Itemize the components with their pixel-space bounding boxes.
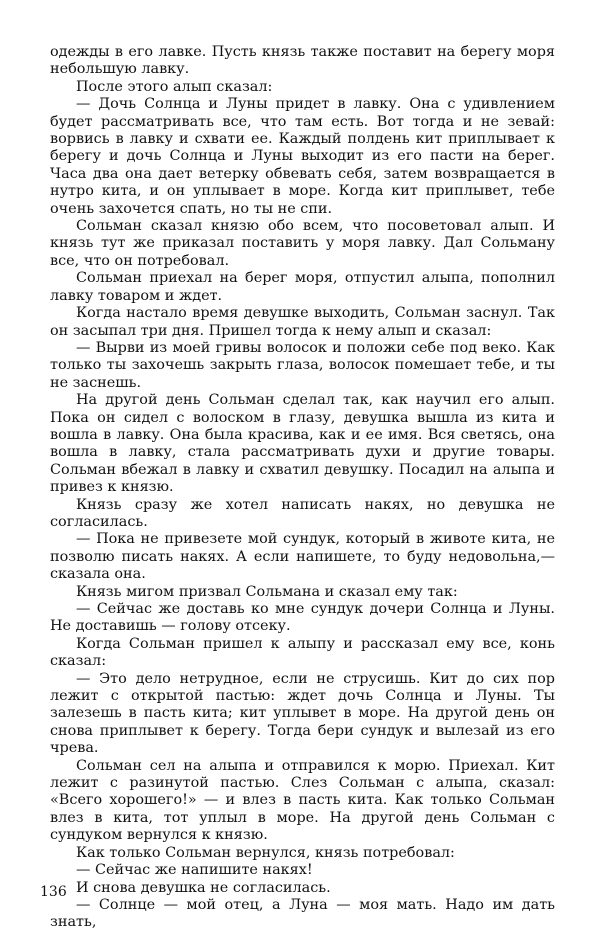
paragraph-11: Князь мигом призвал Сольмана и сказал ему так:	[76, 583, 458, 600]
paragraph-9: Князь сразу же хотел написать накях, но девушка не согласилась.	[50, 496, 555, 530]
paragraph-18: И снова девушка не согласилась.	[76, 879, 331, 896]
page-number: 136	[40, 884, 67, 900]
paragraph-1: одежды в его лавке. Пусть князь также поставит на берегу моря небольшую лавку.	[50, 44, 555, 78]
paragraph-19: — Солнце — мой отец, а Луна — моя мать. Надо им дать знать,	[50, 896, 555, 931]
paragraph-6: Когда настало время девушке выходить, Сольман заснул. Так он засыпал три дня. Пришел тогда к нему алып и сказал:	[50, 305, 555, 339]
paragraph-14: — Это дело нетрудное, если не струсишь. Кит до сих пор лежит с открытой пастью: ждет дочь Солнца и Луны. Ты залезешь в пасть кита; кит уплывет в море. На другой день он снова приплывет к берегу. Тогда бери сундук и вылезай из его чрева.	[50, 670, 555, 757]
paragraph-17: — Сейчас же напишите накях!	[76, 862, 313, 879]
paragraph-8: На другой день Сольман сделал так, как научил его алып. Пока он сидел с волоском в глазу, девушка вышла из кита и вошла в лавку. Она была красива, как и ее имя. Вся светясь, она вошла в лавку, стала рассматривать духи и другие товары. Сольман вбежал в лавку и схватил девушку. Посадил на алыпа и привез к князю.	[50, 392, 555, 496]
document-body	[50, 44, 555, 932]
paragraph-3: — Дочь Солнца и Луны придет в лавку. Она с удивлением будет рассматривать все, что там есть. Вот тогда и не зевай: ворвись в лавку и схвати ее. Каждый полдень кит приплывает к берегу и дочь Солнца и Луны выходит из его пасти на берег. Часа два она дает ветерку обвевать себя, затем возвращается в нутро кита, и он уплывает в море. Когда кит приплывет, тебе очень захочется спать, но ты не спи.	[50, 96, 555, 217]
paragraph-4: Сольман сказал князю обо всем, что посоветовал алып. И князь тут же приказал поставить у моря лавку. Дал Сольману все, что он потребовал.	[50, 218, 555, 269]
paragraph-16: Как только Сольман вернулся, князь потребовал:	[76, 844, 455, 861]
paragraph-15: Сольман сел на алыпа и отправился к морю. Приехал. Кит лежит с разинутой пастью. Слез Сольман с алыпа, сказал: «Всего хорошего!» — и влез в пасть кита. Как только Сольман влез в кита, тот уплыл в море. На другой день Сольман с сундуком вернулся к князю.	[50, 757, 555, 844]
paragraph-7: — Вырви из моей гривы волосок и положи себе под веко. Как только ты захочешь закрыть глаза, волосок помешает тебе, и ты не заснешь.	[50, 339, 555, 391]
paragraph-10: — Пока не привезете мой сундук, который в животе кита, не позволю писать накях. А если напишете, то буду недовольна,— сказала она.	[50, 531, 555, 583]
paragraph-12: — Сейчас же доставь ко мне сундук дочери Солнца и Луны. Не доставишь — голову отсеку.	[50, 601, 555, 635]
paragraph-13: Когда Сольман пришел к алыпу и рассказал ему все, конь сказал:	[50, 635, 555, 670]
paragraph-2: После этого алып сказал:	[76, 78, 273, 95]
paragraph-5: Сольман приехал на берег моря, отпустил алыпа, пополнил лавку товаром и ждет.	[50, 270, 555, 304]
